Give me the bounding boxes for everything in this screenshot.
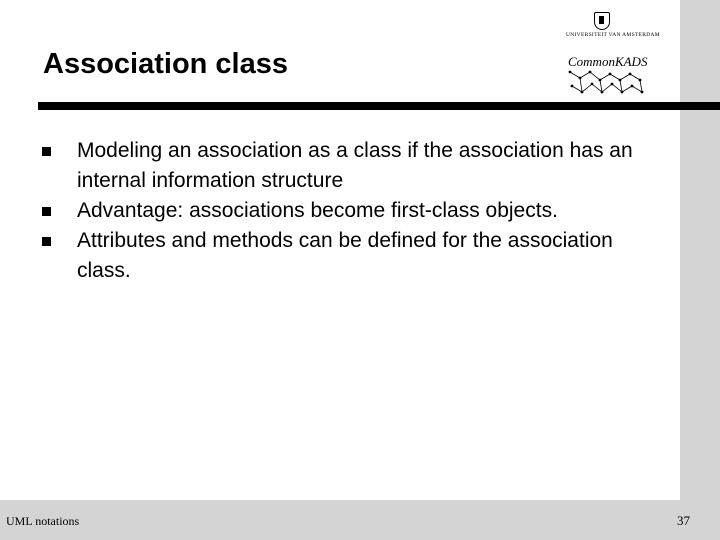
bullet-item (40, 226, 660, 286)
slide-title: Association class (43, 48, 288, 80)
page-number: 37 (677, 513, 690, 528)
bullet-item (40, 196, 660, 226)
right-decorative-bar (680, 0, 720, 540)
square-bullet-icon (42, 237, 51, 246)
university-name: UNIVERSITEIT VAN AMSTERDAM (566, 32, 660, 38)
title-divider (38, 102, 720, 110)
university-seal-icon (594, 12, 610, 30)
square-bullet-icon (42, 147, 51, 156)
bullet-text: Attributes and methods can be defined for the association class. (77, 229, 613, 282)
footer-bar (0, 500, 720, 540)
bullet-text: Advantage: associations become first-class objects. (77, 199, 558, 222)
bullet-list (40, 136, 660, 286)
bullet-text: Modeling an association as a class if the association has an internal information structure (77, 139, 633, 192)
footer-section-title: UML notations (6, 514, 80, 528)
commonkads-logo: CommonKADS (568, 54, 648, 69)
network-graph-icon (566, 66, 646, 98)
logo-area (560, 8, 660, 98)
square-bullet-icon (42, 207, 51, 216)
bullet-item (40, 136, 660, 196)
